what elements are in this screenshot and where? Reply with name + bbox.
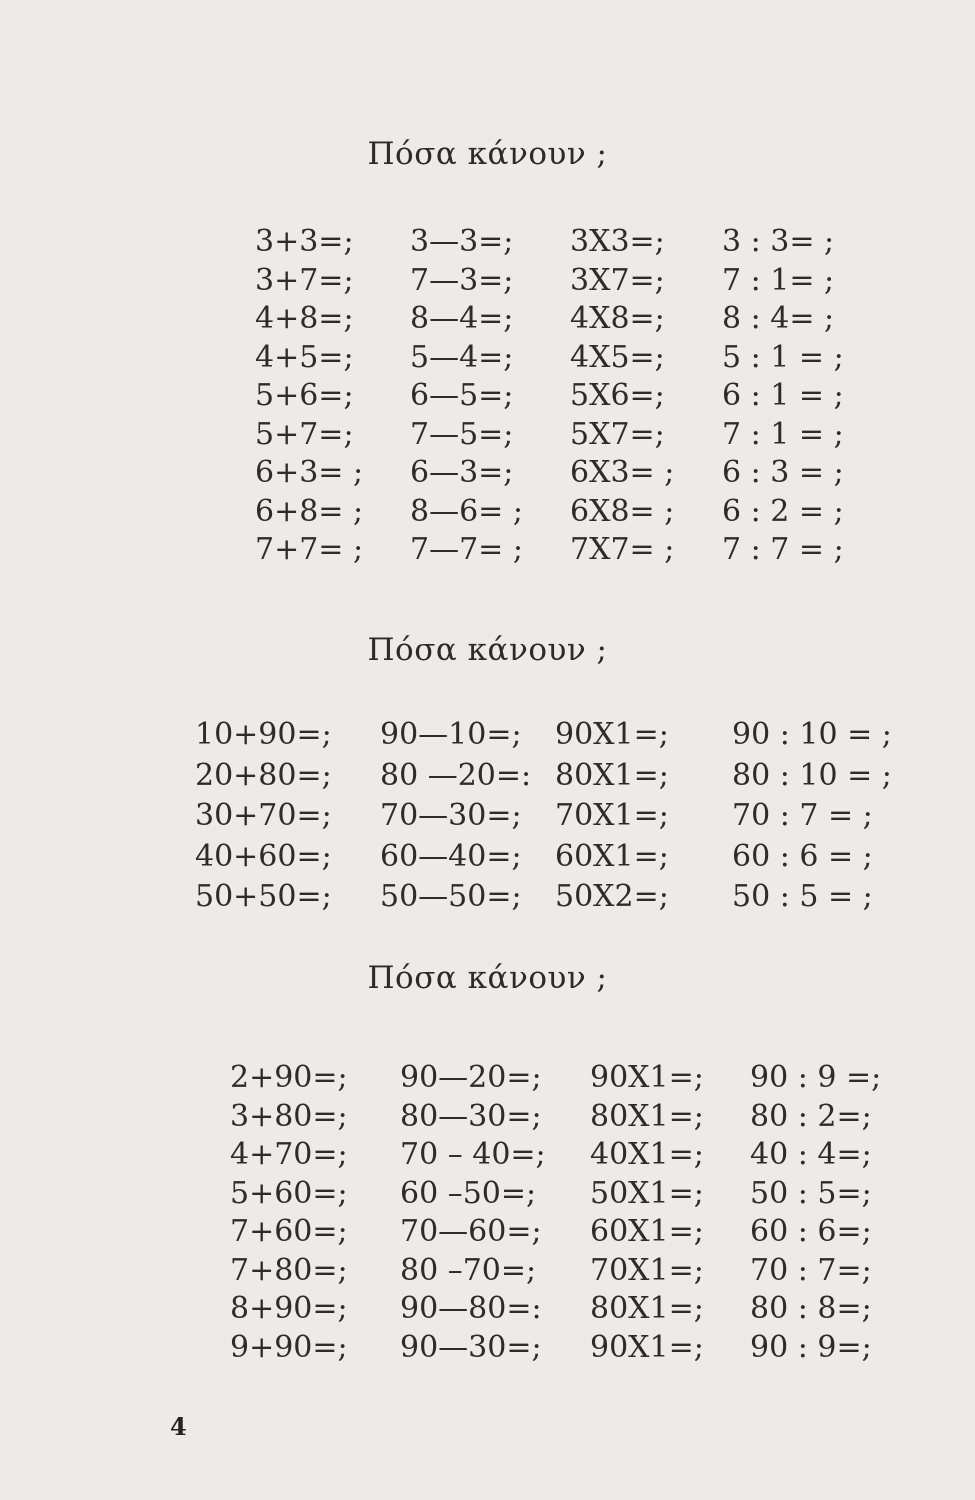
multiplication-exercise: 6X3= ; [570, 455, 675, 490]
multiplication-exercise: 80X1=; [590, 1291, 704, 1326]
division-exercise: 50 : 5 = ; [732, 879, 873, 914]
addition-exercise: 4+8=; [255, 301, 354, 336]
addition-exercise: 7+80=; [230, 1252, 348, 1288]
multiplication-exercise: 90X1=; [590, 1329, 704, 1365]
section-2-title: Πόσα κάνουν ; [367, 632, 608, 668]
subtraction-exercise: 80 —20=: [380, 757, 532, 793]
subtraction-exercise: 90—30=; [400, 1329, 542, 1365]
page-number: 4 [170, 1412, 187, 1441]
section-3-exercises [0, 1060, 975, 1368]
subtraction-exercise: 50—50=; [380, 879, 522, 914]
division-exercise: 80 : 2=; [750, 1098, 872, 1134]
addition-exercise: 8+90=; [230, 1291, 348, 1326]
division-exercise: 40 : 4=; [750, 1137, 872, 1172]
addition-exercise: 3+3=; [255, 224, 354, 259]
addition-exercise: 6+8= ; [255, 493, 364, 529]
subtraction-exercise: 7—3=; [410, 262, 514, 298]
multiplication-exercise: 40X1=; [590, 1137, 704, 1172]
subtraction-exercise: 70 – 40=; [400, 1137, 546, 1172]
multiplication-exercise: 70X1=; [555, 798, 669, 833]
division-exercise: 60 : 6 = ; [732, 838, 873, 874]
addition-exercise: 10+90=; [195, 717, 332, 752]
division-exercise: 70 : 7=; [750, 1252, 872, 1288]
subtraction-exercise: 8—6= ; [410, 493, 523, 529]
subtraction-exercise: 80 –70=; [400, 1252, 537, 1288]
subtraction-exercise: 3—3=; [410, 224, 514, 259]
addition-exercise: 7+7= ; [255, 532, 364, 567]
addition-exercise: 30+70=; [195, 798, 332, 833]
multiplication-exercise: 4X8=; [570, 301, 665, 336]
exercise-row [0, 417, 975, 456]
section-1-title: Πόσα κάνουν ; [367, 136, 608, 172]
multiplication-exercise: 5X6=; [570, 378, 665, 413]
exercise-row [0, 1291, 975, 1330]
multiplication-exercise: 60X1=; [555, 838, 669, 874]
division-exercise: 5 : 1 = ; [722, 339, 844, 375]
addition-exercise: 5+6=; [255, 378, 354, 413]
division-exercise: 90 : 9 =; [750, 1060, 882, 1095]
exercise-row [0, 1330, 975, 1369]
multiplication-exercise: 50X1=; [590, 1175, 704, 1211]
exercise-row [0, 263, 975, 302]
subtraction-exercise: 5—4=; [410, 339, 514, 375]
addition-exercise: 3+80=; [230, 1098, 348, 1134]
section-3-title: Πόσα κάνουν ; [367, 960, 608, 996]
subtraction-exercise: 70—30=; [380, 798, 522, 833]
subtraction-exercise: 6—3=; [410, 455, 514, 490]
exercise-row [0, 1176, 975, 1215]
exercise-row [0, 494, 975, 533]
addition-exercise: 4+5=; [255, 339, 354, 375]
exercise-row [0, 301, 975, 340]
multiplication-exercise: 90X1=; [555, 717, 669, 752]
multiplication-exercise: 90X1=; [590, 1060, 704, 1095]
exercise-row [0, 1214, 975, 1253]
exercise-row [0, 532, 975, 571]
addition-exercise: 50+50=; [195, 879, 332, 914]
addition-exercise: 20+80=; [195, 757, 332, 793]
division-exercise: 90 : 9=; [750, 1329, 872, 1365]
exercise-row [0, 455, 975, 494]
exercise-row [0, 839, 975, 880]
multiplication-exercise: 6X8= ; [570, 493, 675, 529]
division-exercise: 6 : 1 = ; [722, 378, 844, 413]
multiplication-exercise: 80X1=; [590, 1098, 704, 1134]
division-exercise: 70 : 7 = ; [732, 798, 873, 833]
division-exercise: 7 : 1= ; [722, 262, 835, 298]
division-exercise: 80 : 10 = ; [732, 757, 892, 793]
addition-exercise: 6+3= ; [255, 455, 364, 490]
exercise-row [0, 798, 975, 839]
subtraction-exercise: 60—40=; [380, 838, 522, 874]
multiplication-exercise: 7X7= ; [570, 532, 675, 567]
division-exercise: 6 : 3 = ; [722, 455, 844, 490]
division-exercise: 50 : 5=; [750, 1175, 872, 1211]
addition-exercise: 7+60=; [230, 1214, 348, 1249]
multiplication-exercise: 3X7=; [570, 262, 665, 298]
multiplication-exercise: 3X3=; [570, 224, 665, 259]
division-exercise: 8 : 4= ; [722, 301, 835, 336]
division-exercise: 7 : 1 = ; [722, 416, 844, 452]
division-exercise: 60 : 6=; [750, 1214, 872, 1249]
multiplication-exercise: 4X5=; [570, 339, 665, 375]
division-exercise: 3 : 3= ; [722, 224, 835, 259]
addition-exercise: 2+90=; [230, 1060, 348, 1095]
addition-exercise: 4+70=; [230, 1137, 348, 1172]
exercise-row [0, 340, 975, 379]
exercise-row [0, 1099, 975, 1138]
exercise-row [0, 879, 975, 920]
multiplication-exercise: 50X2=; [555, 879, 669, 914]
addition-exercise: 9+90=; [230, 1329, 348, 1365]
exercise-row [0, 378, 975, 417]
subtraction-exercise: 8—4=; [410, 301, 514, 336]
division-exercise: 80 : 8=; [750, 1291, 872, 1326]
subtraction-exercise: 70—60=; [400, 1214, 542, 1249]
subtraction-exercise: 90—80=: [400, 1291, 542, 1326]
multiplication-exercise: 80X1=; [555, 757, 669, 793]
multiplication-exercise: 60X1=; [590, 1214, 704, 1249]
exercise-row [0, 1060, 975, 1099]
addition-exercise: 3+7=; [255, 262, 354, 298]
subtraction-exercise: 6—5=; [410, 378, 514, 413]
exercise-row [0, 1253, 975, 1292]
exercise-row [0, 717, 975, 758]
subtraction-exercise: 90—10=; [380, 717, 522, 752]
division-exercise: 7 : 7 = ; [722, 532, 844, 567]
multiplication-exercise: 70X1=; [590, 1252, 704, 1288]
addition-exercise: 5+60=; [230, 1175, 348, 1211]
addition-exercise: 40+60=; [195, 838, 332, 874]
section-1-exercises [0, 224, 975, 571]
subtraction-exercise: 90—20=; [400, 1060, 542, 1095]
subtraction-exercise: 7—5=; [410, 416, 514, 452]
subtraction-exercise: 60 –50=; [400, 1175, 537, 1211]
multiplication-exercise: 5X7=; [570, 416, 665, 452]
exercise-row [0, 1137, 975, 1176]
section-2-exercises [0, 717, 975, 920]
addition-exercise: 5+7=; [255, 416, 354, 452]
subtraction-exercise: 7—7= ; [410, 532, 523, 567]
exercise-row [0, 758, 975, 799]
exercise-row [0, 224, 975, 263]
subtraction-exercise: 80—30=; [400, 1098, 542, 1134]
division-exercise: 90 : 10 = ; [732, 717, 892, 752]
division-exercise: 6 : 2 = ; [722, 493, 844, 529]
